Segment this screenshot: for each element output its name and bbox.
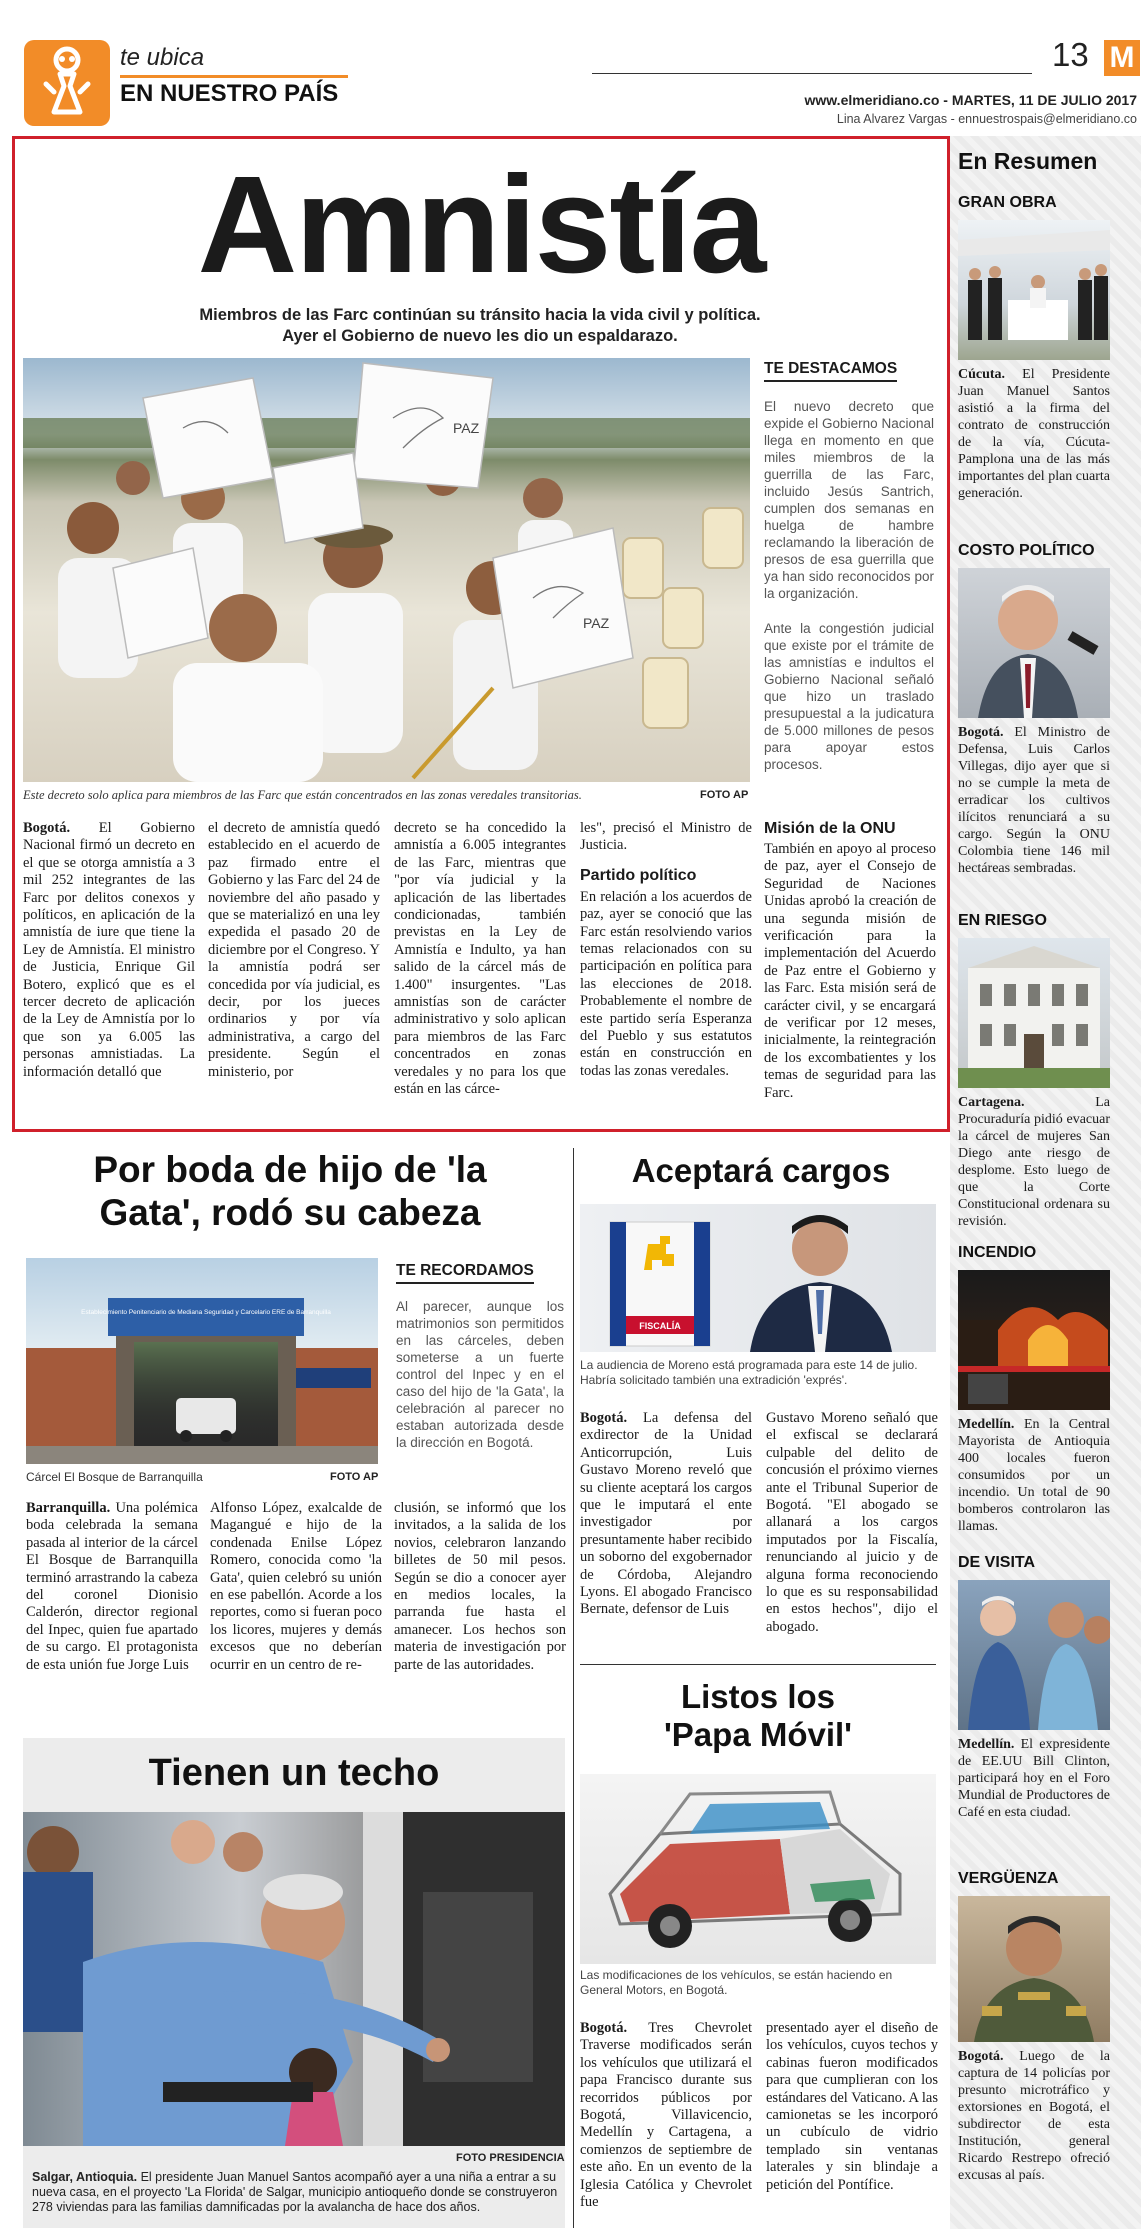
papa-col-1-text: Tres Chevrolet Traverse modificados serán los vehículos que utilizará el papa Francisco durante sus recorridos públicos por Bogotá, Villavicencio, Medellín y Cartagena, a comienzos de septiembre de este año. En un evento de la Iglesia Católica y Chevrolet fue (580, 2020, 752, 2211)
resumen-item-text (958, 2048, 1110, 2184)
resumen-item (958, 194, 1110, 502)
cargos-col-1-text: La defensa del exdirector de la Unidad Anticorrupción, Luis Gustavo Moreno reveló que su cliente aceptará los cargos que le imputará el ente investigador por presuntamente haber recibido un soborno del exgobernador de Córdoba, Alejandro Lyons. El abogado Francisco Bernate, defensor de Luis (580, 1410, 752, 1618)
papa-title-line2: 'Papa Móvil' (663, 1716, 853, 1753)
lead-col-5-text: También en apoyo al proceso de paz, ayer el Consejo de Seguridad de Naciones Unidas aprobó la creación de una segunda misión de verificación para la implementación del Acuerdo de Paz entre el Gobierno y las Farc. Esta misión será de carácter civil, y se encargará de verificar por 12 meses, inicialmente, la reintegración de los excombatientes y los temas de seguridad para las Farc. (764, 841, 936, 1101)
section-tagline-bottom: EN NUESTRO PAÍS (120, 80, 339, 107)
dateline: Bogotá. (580, 1410, 628, 1426)
page-number: 13 (1052, 36, 1089, 73)
cargos-col-1 (580, 1410, 752, 1619)
cargos-caption: La audiencia de Moreno está programada para este 14 de julio. Habría solicitado también una extradición 'exprés'. (580, 1358, 918, 1387)
resumen-item-text (958, 1094, 1110, 1230)
resumen-item-text (958, 366, 1110, 502)
techo-credit: FOTO PRESIDENCIA (456, 2152, 565, 2164)
lead-col-4-b: En relación a los acuerdos de paz, ayer se conoció que las Farc están resolviendo varios temas relacionados con su participación en política para las elecciones de 2018. Probablemente el nombre de este partido sería Esperanza del Pueblo y sus estatutos están en construcción en todas las zonas veredales. (580, 888, 752, 1079)
lead-col-1-text: El Gobierno Nacional firmó un decreto en el que se otorga amnistía a 3 mil 252 integrantes de las Farc por delitos conexos y políticos, en aplicación de la amnistía de iure que tiene la Ley de Amnistía. El ministro de Justicia, Enrique Gil Botero, explicó que es el tercer decreto de aplicación de la Ley de Amnistía por lo que son ya 6.005 las personas amnistiadas. La información detalló que (23, 820, 195, 1080)
byline: Lina Alvarez Vargas - ennuestrospais@elmeridiano.co (836, 112, 1137, 126)
mascot-icon (24, 40, 110, 126)
resumen-item (958, 1554, 1110, 1821)
resumen-item-body: Luego de la captura de 14 policías por presunto microtráfico y extorsiones en Bogotá, el subdirector de esta Institución, general Ricardo Restrepo ofreció excusas al país. (958, 2049, 1110, 2183)
dateline: Medellín. (958, 1737, 1015, 1752)
resumen-item-label: DE VISITA (958, 1554, 1036, 1571)
resumen-photo-verguenza (958, 1896, 1110, 2042)
cargos-photo (580, 1204, 936, 1352)
resumen-item (958, 1870, 1110, 2184)
dateline: Cartagena. (958, 1095, 1025, 1110)
lead-col-2: el decreto de amnistía quedó establecido en el acuerdo de paz firmado entre el Gobierno y las Farc del 24 de noviembre del año pasado y que se materializó en una ley expedida el pasado 20 de diciembre por el Congreso. Y la amnistía podrá ser concedida por vía judicial, es decir, por los jueces ordinarios y por vía administrativa, a cargo del presidente. Según el ministerio, por (208, 820, 380, 1080)
resumen-item-label: INCENDIO (958, 1244, 1037, 1261)
papa-col-2: presentado ayer el diseño de los vehículos, cuyos techos y cabinas fueron modificados para que cumplieran con los estándares del Vaticano. A las camionetas se les incorporó un cubículo de vidrio templado sin ventanas laterales y sin blindaje a petición del Pontífice. (766, 2020, 938, 2193)
gata-caption: Cárcel El Bosque de Barranquilla (26, 1470, 203, 1484)
resumen-photo-incendio (958, 1270, 1110, 1410)
papa-caption: Las modificaciones de los vehículos, se están haciendo en General Motors, en Bogotá. (580, 1968, 893, 1997)
resumen-photo-gran-obra (958, 220, 1110, 360)
resumen-item-text (958, 1416, 1110, 1535)
lead-deck: Miembros de las Farc continúan su tránsito hacia la vida civil y política. Ayer el Gobierno de nuevo les dio un espaldarazo. (199, 306, 761, 345)
lead-subhead-partido: Partido político (580, 866, 697, 884)
section-tagline-top: te ubica (120, 44, 205, 71)
svg-text:PAZ: PAZ (583, 615, 610, 631)
resumen-item (958, 912, 1110, 1230)
papa-col-1 (580, 2020, 752, 2211)
resumen-photo-en-riesgo (958, 938, 1110, 1088)
resumen-item-body: El Presidente Juan Manuel Santos asistió a la firma del contrato de construcción de la vía, Cúcuta-Pamplona una de las más importantes del plan cuarta generación. (958, 367, 1110, 501)
dateline: Barranquilla. (26, 1500, 111, 1516)
dateline: Bogotá. (958, 725, 1004, 740)
gata-col-1 (26, 1500, 198, 1674)
techo-photo (23, 1812, 565, 2146)
lead-col-4-a: les", precisó el Ministro de Justicia. (580, 820, 752, 854)
dateline: Salgar, Antioquia. (32, 2170, 138, 2184)
lead-col-4 (580, 820, 752, 1080)
resumen-item (958, 542, 1110, 877)
header-rule (592, 73, 1032, 74)
site-date: www.elmeridiano.co - MARTES, 11 DE JULIO 2017 (804, 92, 1137, 108)
tagline-rule (120, 75, 348, 78)
cargos-col-2: Gustavo Moreno señaló que el exfiscal se declarará culpable del delito de concusión el próximo viernes ante el Tribunal Superior de Bogotá. "El abogado se allanará a los cargos imputados por la Fiscalía, renunciando al juicio y de alguna forma reconociendo lo que es su responsabilidad en estos hechos", dijo el abogado. (766, 1410, 938, 1635)
lead-subhead-onu: Misión de la ONU (764, 820, 896, 837)
section-logo (24, 40, 110, 126)
gata-credit: FOTO AP (330, 1471, 379, 1483)
resumen-item-text (958, 1736, 1110, 1821)
dateline: Medellín. (958, 1417, 1015, 1432)
gata-photo (26, 1258, 378, 1464)
resumen-item-body: En la Central Mayorista de Antioquia 400 locales fueron consumidos por un incendio. Un total de 90 bomberos controlaron las llamas. (958, 1417, 1110, 1534)
resumen-photo-de-visita (958, 1580, 1110, 1730)
resumen-photo-costo-politico (958, 568, 1110, 718)
techo-caption-text: El presidente Juan Manuel Santos acompañó ayer a una niña a entrar a su nueva casa, en el proyecto 'La Florida' de Salgar, municipio antioqueño donde se construyeron 278 viviendas para las familias damnificadas por la avalancha de hace dos años. (32, 2170, 558, 2214)
resumen-item (958, 1244, 1110, 1535)
lead-credit: FOTO AP (700, 789, 749, 801)
svg-text:PAZ: PAZ (453, 420, 480, 436)
gata-sidebar-label: TE RECORDAMOS (396, 1262, 534, 1284)
lead-sidebar-p1: El nuevo decreto que expide el Gobierno Nacional llega en momento en que miles miembros de la guerrilla de las Farc, incluido Jesús Santrich, cumplen dos semanas en huelga de hambre reclamando la liberación de presos de esa guerrilla que ya han sido reconocidos por la organización. (764, 399, 934, 601)
gata-title-line2: Gata', rodó su cabeza (99, 1192, 481, 1233)
resumen-item-label: GRAN OBRA (958, 194, 1057, 211)
dateline: Bogotá. (23, 820, 71, 836)
techo-title: Tienen un techo (148, 1752, 440, 1794)
gata-col-1-text: Una polémica boda celebrada la semana pasada al interior de la cárcel El Bosque de Barranquilla terminó arrastrando la cabeza del coronel Dionisio Calderón, director regional del Inpec, quien fue apartado de su cargo. El protagonista de esta unión fue Jorge Luis (26, 1500, 198, 1673)
lead-caption: Este decreto solo aplica para miembros de las Farc que están concentrados en las zonas veredales transitorias. (23, 788, 582, 802)
resumen-item-body: El expresidente de EE.UU Bill Clinton, participará hoy en el Foro Mundial de Productores de Café en esta ciudad. (958, 1737, 1110, 1820)
techo-caption (32, 2170, 558, 2215)
resumen-title: En Resumen (958, 148, 1098, 174)
lead-photo (23, 358, 750, 782)
lead-col-3: decreto se ha concedido la amnistía a 6.005 integrantes de las Farc, mientras que "por vía judicial y la aplicación de las libertades condicionadas, también previstas en la Ley de Amnistía e Indulto, ya han salido de la cárcel más de 1.400" insurgentes. "Las amnistías son de carácter administrativo y solo aplican para miembros de las Farc concentrados en zonas veredales y no para los que están en las cárce- (394, 820, 566, 1098)
papa-title (580, 1678, 936, 1754)
gata-sidebar: Al parecer, aunque los matrimonios son permitidos en las cárceles, deben someterse a un fuerte control del Inpec y en el caso del hijo de 'la Gata', la celebración al parecer no estaban autorizada desde la dirección en Bogotá. (396, 1299, 564, 1450)
svg-text:Establecimiento Penitenciario: Establecimiento Penitenciario de Mediana Seguridad y Carcelario ERE de Barranquilla (81, 1309, 331, 1316)
column-divider (573, 1148, 574, 2228)
papa-title-line1: Listos los (680, 1678, 836, 1715)
dateline: Cúcuta. (958, 367, 1006, 382)
gata-title-line1: Por boda de hijo de 'la (93, 1149, 487, 1190)
lead-col-5 (764, 820, 936, 1102)
resumen-item-label: EN RIESGO (958, 912, 1047, 929)
gata-col-3: clusión, se informó que los invitados, a la salida de los novios, celebraron lanzando billetes de 50 mil pesos. Según se dio a conocer ayer en medios locales, la parranda fue hasta el amanecer. Los hechos son materia de investigación por parte de las autoridades. (394, 1500, 566, 1673)
brand-logo: M (1104, 40, 1140, 76)
resumen-item-label: COSTO POLÍTICO (958, 542, 1095, 559)
papa-photo (580, 1774, 936, 1964)
gata-title (20, 1148, 560, 1234)
cargos-rule (580, 1664, 936, 1665)
cargos-title: Aceptará cargos (631, 1152, 891, 1189)
resumen-item-text (958, 724, 1110, 877)
resumen-item-body: La Procuraduría pidió evacuar la cárcel de mujeres San Diego ante riesgo de desplome. Esto luego de que la Corte Constitucional ordenara su revisión. (958, 1095, 1110, 1229)
lead-col-1 (23, 820, 195, 1081)
lead-sidebar-label: TE DESTACAMOS (764, 360, 897, 382)
resumen-item-label: VERGÜENZA (958, 1870, 1059, 1887)
lead-title: Amnistía (197, 148, 765, 302)
dateline: Bogotá. (958, 2049, 1004, 2064)
dateline: Bogotá. (580, 2020, 628, 2036)
gata-col-2: Alfonso López, exalcalde de Magangué e hijo de la condenada Enilse López Romero, conocida como 'la Gata', quien celebró su unión en ese pabellón. Acorde a los reportes, como si fueran poco los licores, mujeres y demás excesos que no deberían ocurrir en un centro de re- (210, 1500, 382, 1673)
svg-text:FISCALÍA: FISCALÍA (639, 1321, 681, 1331)
resumen-item-body: El Ministro de Defensa, Luis Carlos Villegas, dijo ayer que si no se cumple la meta de erradicar los cultivos ilícitos renunciará a su cargo. Según la ONU Colombia tiene 146 mil hectáreas sembradas. (958, 725, 1110, 876)
lead-sidebar-p2: Ante la congestión judicial que existe por el trámite de las amnistías e indultos el Gobierno Nacional señaló que hizo un traslado presupuestal a la judicatura de 5.000 millones de pesos para apoyar estos procesos. (764, 621, 934, 772)
